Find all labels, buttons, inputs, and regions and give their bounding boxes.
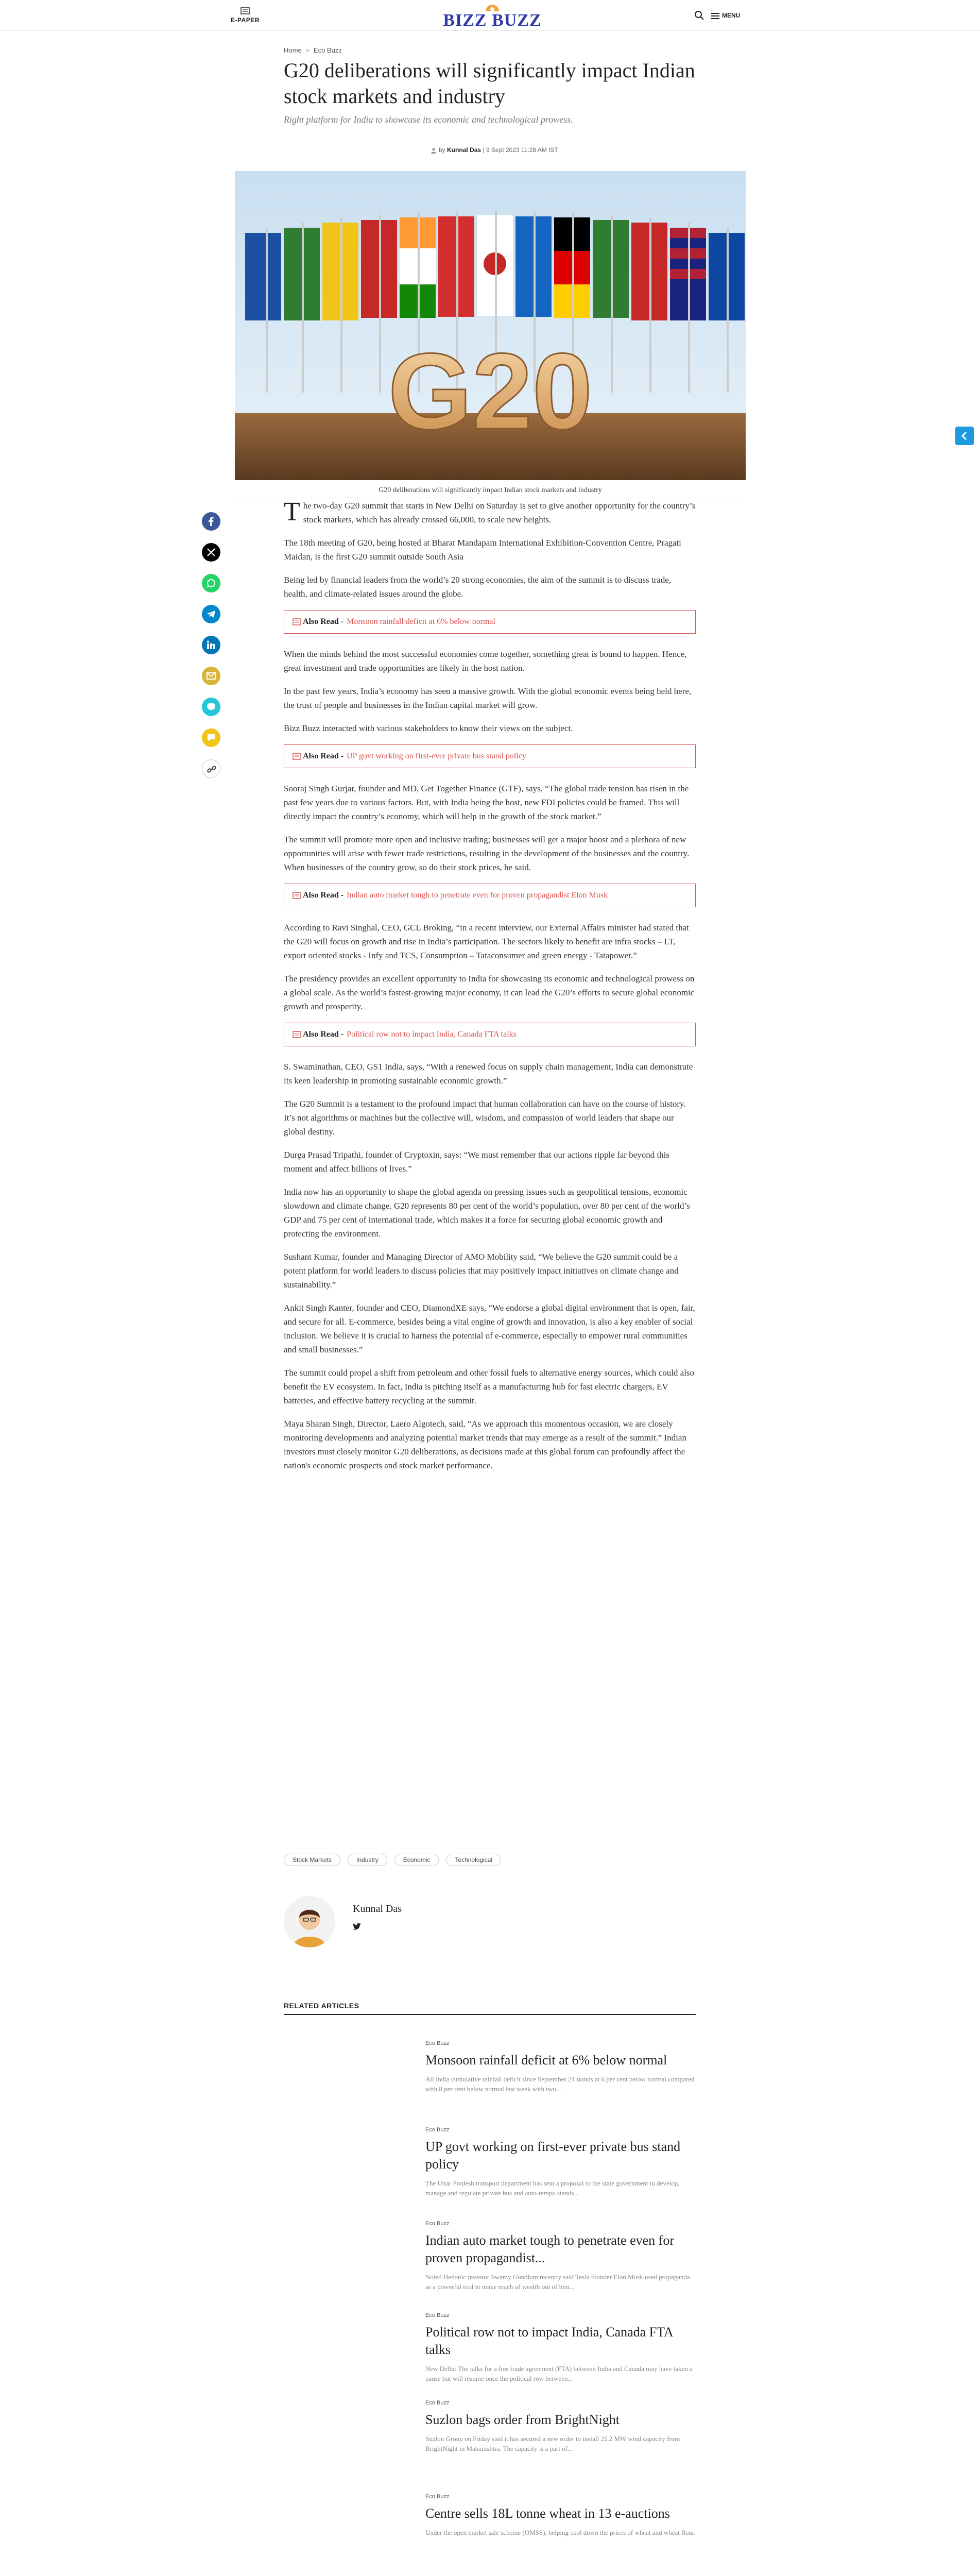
body-paragraph: S. Swaminathan, CEO, GS1 India, says, “With a renewed focus on supply chain management, India can demonstrate its keen leadership in promoting sustainable economic growth.” [284, 1062, 693, 1086]
hero-g20-text: G20 [388, 331, 593, 452]
messenger-share-button[interactable] [202, 698, 220, 716]
avatar[interactable] [284, 1896, 335, 1947]
site-logo[interactable] [431, 2, 554, 29]
tag-chip[interactable]: Technological [446, 1854, 501, 1866]
related-thumbnail[interactable] [284, 2046, 412, 2124]
link-icon [207, 765, 216, 774]
related-title[interactable]: Suzlon bags order from BrightNight [425, 2412, 620, 2427]
related-thumbnail[interactable] [284, 2406, 412, 2483]
body-paragraph: The presidency provides an excellent opportunity to India for showcasing its economic and technological prowess on a global scale. As the world’s fastest-growing major economy, it can lead the G20’s efforts to secure global economic growth and prosperity. [284, 974, 695, 1011]
body-paragraph: Durga Prasad Tripathi, founder of Cryptoxin, says: “We must remember that our actions ripple far beyond this moment and affect billions of lives.” [284, 1150, 670, 1174]
also-read-label: Also Read - [303, 891, 344, 900]
g20-flags-illustration [235, 171, 746, 480]
byline [431, 146, 558, 154]
header-inner [230, 0, 750, 31]
related-summary: Noted Hedonic investor Swamy Gundlum recently said Tesla founder Elon Musk used propaganda as a powerful tool to make much of wealth out of him... [425, 2273, 690, 2291]
related-category[interactable]: Eco Buzz [425, 2312, 450, 2318]
related-category[interactable]: Eco Buzz [425, 2040, 450, 2046]
floating-share-tab[interactable] [955, 427, 974, 445]
related-article-body [425, 2400, 696, 2453]
body-paragraph: According to Ravi Singhal, CEO, GCL Broking, “in a recent interview, our External Affairs minister had stated that the G20 will focus on growth and rise in India’s participation. The sectors likely to benefit are infra stocks – LT, export oriented stocks - Infy and TCS, Consumption – Tataconsumer and green energy - Tatapower.” [284, 923, 689, 960]
hero-caption: G20 deliberations will significantly impact Indian stock markets and industry [235, 483, 746, 498]
breadcrumb-home[interactable]: Home [284, 46, 302, 54]
body-paragraph [284, 499, 696, 527]
author-name[interactable]: Kunnal Das [353, 1903, 402, 1914]
telegram-icon [207, 609, 216, 619]
related-thumbnail[interactable] [284, 2318, 412, 2396]
author-avatar-illustration [284, 1896, 335, 1947]
related-thumbnail[interactable] [284, 2227, 412, 2304]
also-read-link[interactable]: Monsoon rainfall deficit at 6% below normal [347, 617, 495, 626]
related-summary: All India cumulative rainfall deficit since September 24 stands at 6 per cent below normal compared with 8 per cent below normal last week with two... [425, 2075, 695, 2093]
body-paragraph: The G20 Summit is a testament to the profound impact that human collaboration can have on the course of history. It’s not algorithms or machines but the collective will, wisdom, and compassion of world leaders that shape our global destiny. [284, 1099, 686, 1137]
body-paragraph: Sushant Kumar, founder and Managing Director of AMO Mobility said, “We believe the G20 summit could be a potent platform for world leaders to discuss policies that may positively impact initiatives on climate change and sustainability.” [284, 1252, 679, 1290]
byline-prefix: by [439, 146, 445, 154]
logo-text: BIZZ BUZZ [443, 11, 542, 30]
menu-button[interactable] [711, 10, 752, 21]
article-subtitle: Right platform for India to showcase its economic and technological prowess. [284, 114, 573, 125]
related-title[interactable]: UP govt working on first-ever private bus stand policy [425, 2139, 681, 2172]
related-thumbnail[interactable] [284, 2133, 412, 2210]
facebook-share-button[interactable] [202, 512, 220, 531]
related-title[interactable]: Political row not to impact India, Canada FTA talks [425, 2325, 673, 2357]
related-article-body [425, 2494, 696, 2537]
related-article-body [425, 2127, 696, 2198]
x-icon [207, 548, 216, 557]
author-icon [431, 147, 437, 154]
body-paragraph: Ankit Singh Kanter, founder and CEO, DiamondXE says, “We endorse a global digital environment that is open, fair, and secure for all. E-commerce, besides being a vital engine of growth and innovation, is also a key enabler of social inclusion. We believe it is crucial to harness the potential of e-commerce, especially to empower rural communities and small businesses.” [284, 1303, 695, 1354]
also-read-link[interactable]: Political row not to impact India, Canada FTA talks [347, 1030, 517, 1039]
breadcrumb-wrap [284, 46, 696, 54]
whatsapp-share-button[interactable] [202, 574, 220, 592]
related-category[interactable]: Eco Buzz [425, 2400, 450, 2406]
also-read-link[interactable]: UP govt working on first-ever private bus stand policy [347, 752, 526, 760]
tag-list [284, 1854, 696, 1866]
body-paragraph: The 18th meeting of G20, being hosted at Bharat Mandapam International Exhibition-Convention Centre, Pragati Maidan, is the first G20 summit outside South Asia [284, 538, 681, 562]
tag-chip[interactable]: Industry [348, 1854, 387, 1866]
x-share-button[interactable] [202, 543, 220, 562]
byline-separator: | [483, 146, 485, 154]
article-title: G20 deliberations will significantly impact Indian stock markets and industry [284, 59, 695, 108]
related-articles-heading: RELATED ARTICLES [284, 2002, 696, 2015]
related-category[interactable]: Eco Buzz [425, 2494, 450, 2500]
top-header [0, 0, 980, 31]
related-title[interactable]: Monsoon rainfall deficit at 6% below normal [425, 2053, 667, 2067]
menu-label: MENU [722, 12, 741, 19]
related-title[interactable]: Indian auto market tough to penetrate even for proven propagandist... [425, 2233, 674, 2265]
related-article-body [425, 2040, 696, 2094]
email-share-button[interactable] [202, 667, 220, 685]
related-summary: The Uttar Pradesh transport department has sent a proposal to the state government to develop, manage and regulate private bus and auto-tempo stands... [425, 2179, 680, 2197]
article-body [284, 499, 696, 1482]
also-read-box[interactable] [284, 1023, 696, 1046]
body-paragraph: India now has an opportunity to shape the global agenda on pressing issues such as geopolitical tensions, economic slowdown and climate change. G20 represents 80 per cent of the world’s population, over 80 per cent of the world’s GDP and 75 per cent of international trade, which makes it a force for securing global economic growth and protecting the environment. [284, 1187, 690, 1239]
also-read-label: Also Read - [303, 617, 344, 626]
sms-share-button[interactable] [202, 728, 220, 747]
related-thumbnail[interactable] [284, 2500, 412, 2576]
hamburger-icon [711, 13, 719, 19]
author-box [284, 1896, 696, 1953]
epaper-button[interactable] [230, 7, 261, 25]
related-article-body [425, 2312, 696, 2383]
news-icon [293, 1030, 301, 1039]
search-icon[interactable] [694, 10, 704, 21]
telegram-share-button[interactable] [202, 605, 220, 623]
body-paragraph: Bizz Buzz interacted with various stakeholders to know their views on the subject. [284, 723, 573, 733]
news-icon [293, 618, 301, 626]
body-paragraph: The summit will promote more open and inclusive trading; businesses will get a major boost and a plethora of new opportunities will arise with fewer trade restrictions, resulting in the development of the businesses and the country. When businesses of the country grow, so do their stock prices, he said. [284, 835, 690, 872]
related-summary: New Delhi: The talks for a free trade agreement (FTA) between India and Canada may have taken a pause but will resume once the political row between... [425, 2365, 693, 2382]
copy-link-button[interactable] [202, 759, 220, 778]
byline-date: 9 Sept 2023 11:28 AM IST [486, 146, 558, 154]
also-read-box[interactable] [284, 610, 696, 634]
body-paragraph: Sooraj Singh Gurjar, founder and MD, Get Together Finance (GTF), says, “The global trade tension has risen in the past few years due to various factors. But, with India being the host, new FDI policies could be framed. This will directly impact the country’s economy, which will help in the growth of the stock market.” [284, 784, 689, 821]
news-icon [293, 891, 301, 900]
hero-image [235, 171, 746, 480]
related-summary: Suzlon Group on Friday said it has secured a new order to install 25.2 MW wind capacity from BrightNight in Maharashtra. The capacity is a part of... [425, 2435, 680, 2452]
byline-author[interactable]: Kunnal Das [447, 146, 482, 154]
epaper-label: E-PAPER [231, 16, 260, 24]
also-read-label: Also Read - [303, 1030, 344, 1039]
body-paragraph: Being led by financial leaders from the world’s 20 strong economies, the aim of the summit is to discuss trade, health, and climate-related issues around the globe. [284, 575, 672, 599]
paragraph-text: he two-day G20 summit that starts in New Delhi on Saturday is set to give another opportunity for the country’s stock markets, which has already crossed 66,000, to scale new heights. [303, 501, 696, 524]
related-title[interactable]: Centre sells 18L tonne wheat in 13 e-auctions [425, 2506, 670, 2521]
tag-chip[interactable]: Economic [394, 1854, 439, 1866]
breadcrumb-separator: » [305, 46, 310, 54]
facebook-icon [207, 517, 216, 526]
news-icon [293, 752, 301, 760]
related-article-body [425, 2221, 696, 2292]
linkedin-share-button[interactable] [202, 636, 220, 654]
also-read-label: Also Read - [303, 752, 344, 760]
body-paragraph: The summit could propel a shift from petroleum and other fossil fuels to alternative energy sources, which could also benefit the EV ecosystem. In fact, India is pitching itself as a manufacturing hub for fast electric chargers, EV batteries, and effective battery recycling at the summit. [284, 1368, 695, 1405]
also-read-box[interactable] [284, 884, 696, 907]
linkedin-icon [207, 640, 216, 650]
related-summary: Under the open market sale scheme (OMSS), helping cool down the prices of wheat and wheat flour. [425, 2529, 696, 2536]
related-category[interactable]: Eco Buzz [425, 2127, 450, 2133]
drop-cap: T [284, 497, 300, 527]
tag-chip[interactable]: Stock Markets [284, 1854, 340, 1866]
whatsapp-icon [207, 579, 216, 588]
also-read-box[interactable] [284, 744, 696, 768]
messenger-icon [207, 702, 216, 711]
breadcrumb [284, 46, 696, 54]
body-paragraph: Maya Sharan Singh, Director, Laero Algotech, said, “As we approach this momentous occasion, we are closely monitoring developments and analyzing potential market trends that may emerge as a result of the summit.” Indian investors must closely monitor G20 deliberations, as decisions made at this global forum can profoundly affect the nation's economic prospects and stock market performance. [284, 1419, 686, 1470]
email-icon [207, 671, 216, 681]
logo-badge-icon [485, 2, 500, 11]
newspaper-icon [240, 7, 250, 14]
sms-icon [207, 733, 216, 742]
chevron-left-icon [955, 427, 974, 445]
related-category[interactable]: Eco Buzz [425, 2221, 450, 2227]
also-read-link[interactable]: Indian auto market tough to penetrate even for proven propagandist Elon Musk [347, 891, 608, 900]
twitter-icon[interactable] [353, 1923, 361, 1930]
breadcrumb-section[interactable]: Eco Buzz [313, 46, 342, 54]
share-bar [202, 512, 222, 790]
body-paragraph: When the minds behind the most successful economies come together, something great is bound to happen. Hence, great investment and trade opportunities are likely in the host nation. [284, 649, 687, 673]
body-paragraph: In the past few years, India’s economy has seen a massive growth. With the global economic events being held here, the trust of people and businesses in the Indian capital market will grow. [284, 686, 692, 710]
